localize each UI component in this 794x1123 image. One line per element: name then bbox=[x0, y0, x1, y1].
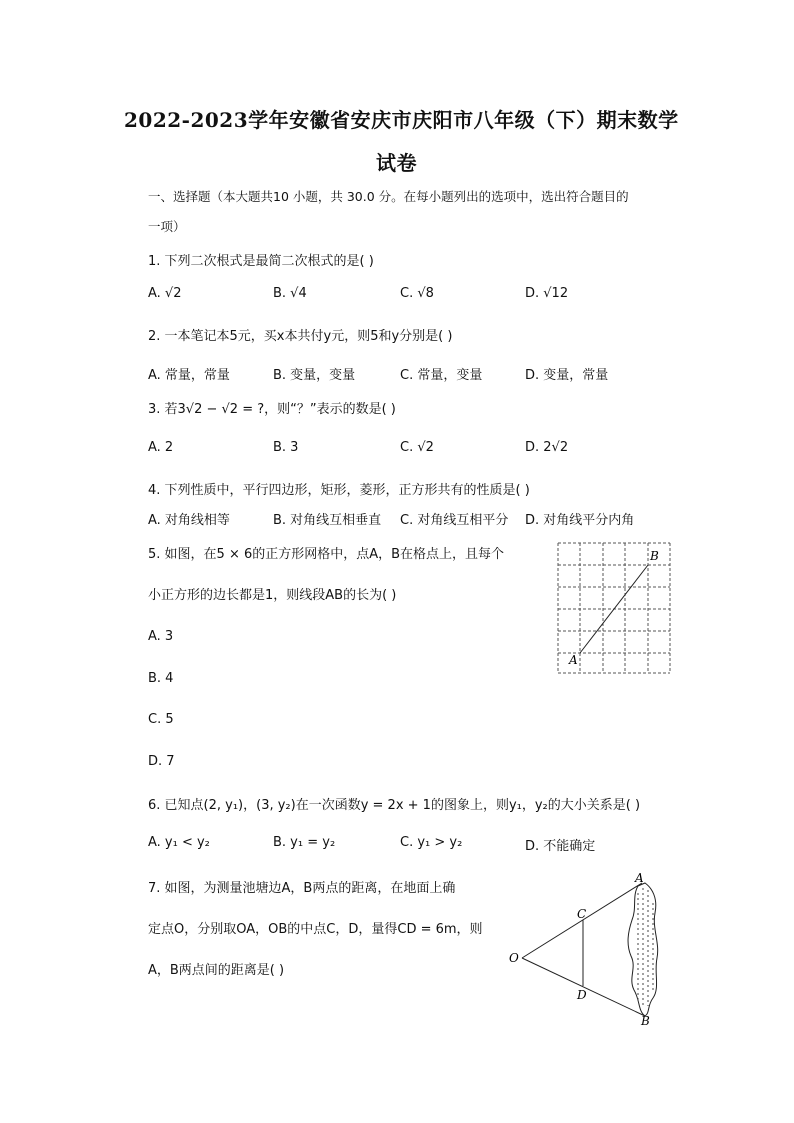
question-2-option-a: A. 常量，常量 bbox=[148, 368, 230, 383]
question-4-option-b: B. 对角线互相垂直 bbox=[273, 513, 382, 528]
question-3-stem: 3. 若3√2 − √2 = ?，则“？”表示的数是( ) bbox=[148, 402, 396, 417]
question-2-option-d: D. 变量，常量 bbox=[525, 368, 609, 383]
question-3-option-a: A. 2 bbox=[148, 440, 174, 455]
pond-hatching bbox=[638, 888, 653, 1008]
question-3-option-c: C. √2 bbox=[400, 440, 434, 455]
question-1-option-b: B. √4 bbox=[273, 286, 307, 301]
question-5-option-c: C. 5 bbox=[148, 712, 174, 727]
page-title: 2022-2023学年安徽省安庆市庆阳市八年级（下）期末数学 bbox=[124, 108, 679, 132]
question-1-option-c: C. √8 bbox=[400, 286, 434, 301]
page-title-continued: 试卷 bbox=[376, 151, 417, 175]
question-2-option-c: C. 常量，变量 bbox=[400, 368, 483, 383]
section-header: 一、选择题（本大题共10 小题，共 30.0 分。在每小题列出的选项中，选出符合题目的 bbox=[148, 189, 629, 204]
question-1-option-d: D. √12 bbox=[525, 286, 569, 301]
question-4-stem: 4. 下列性质中，平行四边形，矩形，菱形，正方形共有的性质是( ) bbox=[148, 483, 530, 498]
question-4-option-d: D. 对角线平分内角 bbox=[525, 513, 635, 528]
point-a-label: A bbox=[635, 871, 644, 885]
point-d-label: D bbox=[577, 988, 587, 1002]
question-5-stem-continued: 小正方形的边长都是1，则线段AB的长为( ) bbox=[148, 588, 397, 603]
question-7-stem-continued: 定点O，分别取OA，OB的中点C，D，量得CD = 6m，则 bbox=[148, 922, 483, 937]
question-5-option-a: A. 3 bbox=[148, 629, 174, 644]
point-b-label: B bbox=[650, 549, 659, 563]
question-3-option-b: B. 3 bbox=[273, 440, 299, 455]
point-a-label: A bbox=[569, 653, 578, 667]
question-1-stem: 1. 下列二次根式是最简二次根式的是( ) bbox=[148, 254, 374, 269]
grid-figure bbox=[555, 540, 675, 676]
question-7-stem: 7. 如图，为测量池塘边A，B两点的距离，在地面上确 bbox=[148, 881, 456, 896]
question-2-option-b: B. 变量，变量 bbox=[273, 368, 356, 383]
question-4-option-a: A. 对角线相等 bbox=[148, 513, 230, 528]
point-c-label: C bbox=[577, 907, 587, 921]
question-7-stem-continued-2: A，B两点间的距离是( ) bbox=[148, 963, 285, 978]
question-6-option-b: B. y₁ = y₂ bbox=[273, 835, 336, 850]
question-6-option-a: A. y₁ < y₂ bbox=[148, 835, 210, 850]
question-6-option-d: D. 不能确定 bbox=[525, 839, 596, 854]
question-6-stem: 6. 已知点(2, y₁)，(3, y₂)在一次函数y = 2x + 1的图象上，则y₁，y₂的大小关系是( ) bbox=[148, 798, 641, 813]
question-5-option-b: B. 4 bbox=[148, 671, 174, 686]
question-2-stem: 2. 一本笔记本5元，买x本共付y元，则5和y分别是( ) bbox=[148, 329, 453, 344]
question-6-option-c: C. y₁ > y₂ bbox=[400, 835, 463, 850]
pond-figure bbox=[500, 868, 675, 1028]
question-5-option-d: D. 7 bbox=[148, 754, 175, 769]
point-o-label: O bbox=[509, 951, 519, 965]
question-5-stem: 5. 如图，在5 × 6的正方形网格中，点A，B在格点上，且每个 bbox=[148, 547, 505, 562]
section-header-continued: 一项） bbox=[148, 219, 186, 234]
question-3-option-d: D. 2√2 bbox=[525, 440, 569, 455]
question-1-option-a: A. √2 bbox=[148, 286, 182, 301]
question-4-option-c: C. 对角线互相平分 bbox=[400, 513, 509, 528]
point-b-label: B bbox=[641, 1014, 650, 1028]
